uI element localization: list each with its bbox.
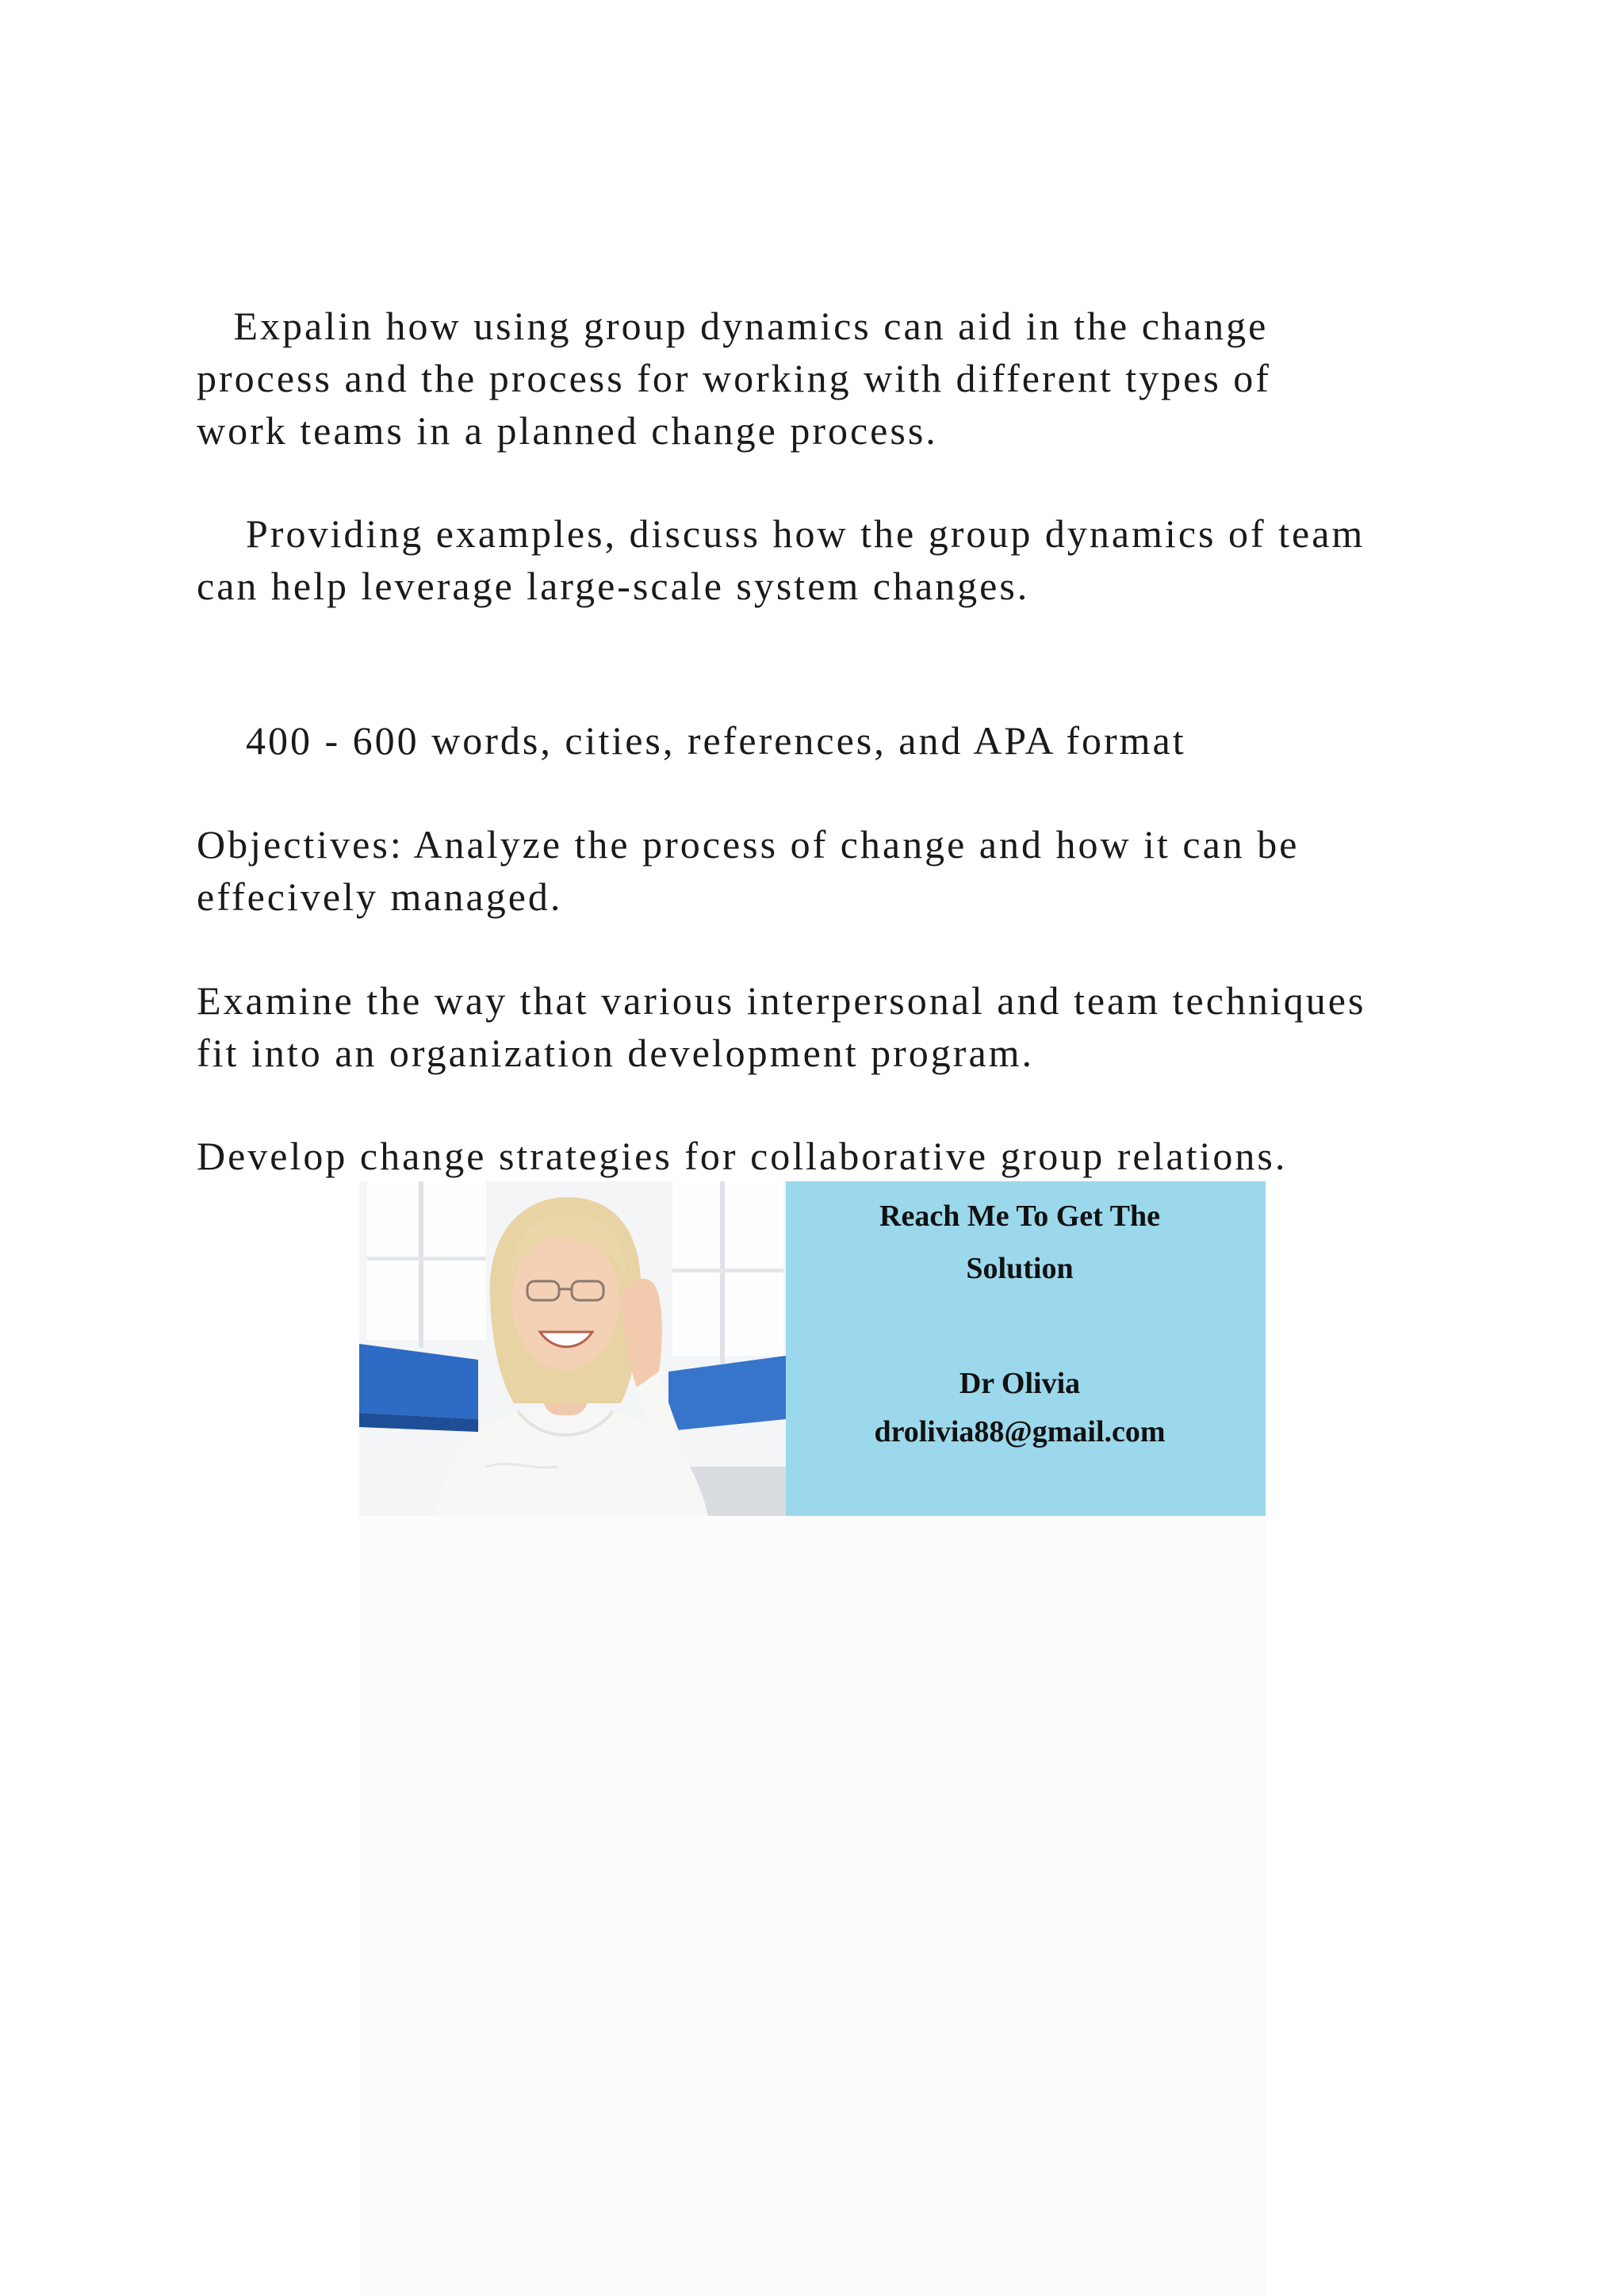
paragraph-5-line-1: Examine the way that various interpersonal and team techniques bbox=[197, 978, 1366, 1023]
contact-heading-line-1: Reach Me To Get The bbox=[879, 1200, 1160, 1233]
paragraph-2-line-2: can help leverage large-scale system changes. bbox=[197, 564, 1030, 608]
objectives-line-2: effecively managed. bbox=[197, 874, 563, 919]
smiling-woman-with-glasses-photo bbox=[359, 1181, 786, 1516]
contact-card bbox=[786, 1181, 1266, 1516]
paragraph-6-line-1: Develop change strategies for collaborative group relations. bbox=[197, 1134, 1288, 1178]
objectives-line-1: Objectives: Analyze the process of change and how it can be bbox=[197, 822, 1300, 867]
contact-email[interactable]: drolivia88@gmail.com bbox=[874, 1415, 1166, 1448]
paragraph-5-line-2: fit into an organization development program. bbox=[197, 1031, 1035, 1075]
paragraph-1-line-2: process and the process for working with different types of bbox=[197, 356, 1271, 400]
paragraph-1-line-3: work teams in a planned change process. bbox=[197, 408, 938, 453]
contact-banner bbox=[359, 1181, 1266, 1516]
paragraph-2-line-1: Providing examples, discuss how the group dynamics of team bbox=[197, 511, 1365, 556]
paragraph-1-line-1: Expalin how using group dynamics can aid in the change bbox=[197, 304, 1269, 348]
paragraph-3-line-1: 400 - 600 words, cities, references, and APA format bbox=[197, 718, 1186, 763]
contact-name: Dr Olivia bbox=[959, 1367, 1081, 1400]
contact-heading-line-2: Solution bbox=[966, 1252, 1074, 1285]
faint-background-panel bbox=[359, 1516, 1266, 2296]
photo-illustration bbox=[359, 1181, 786, 1516]
